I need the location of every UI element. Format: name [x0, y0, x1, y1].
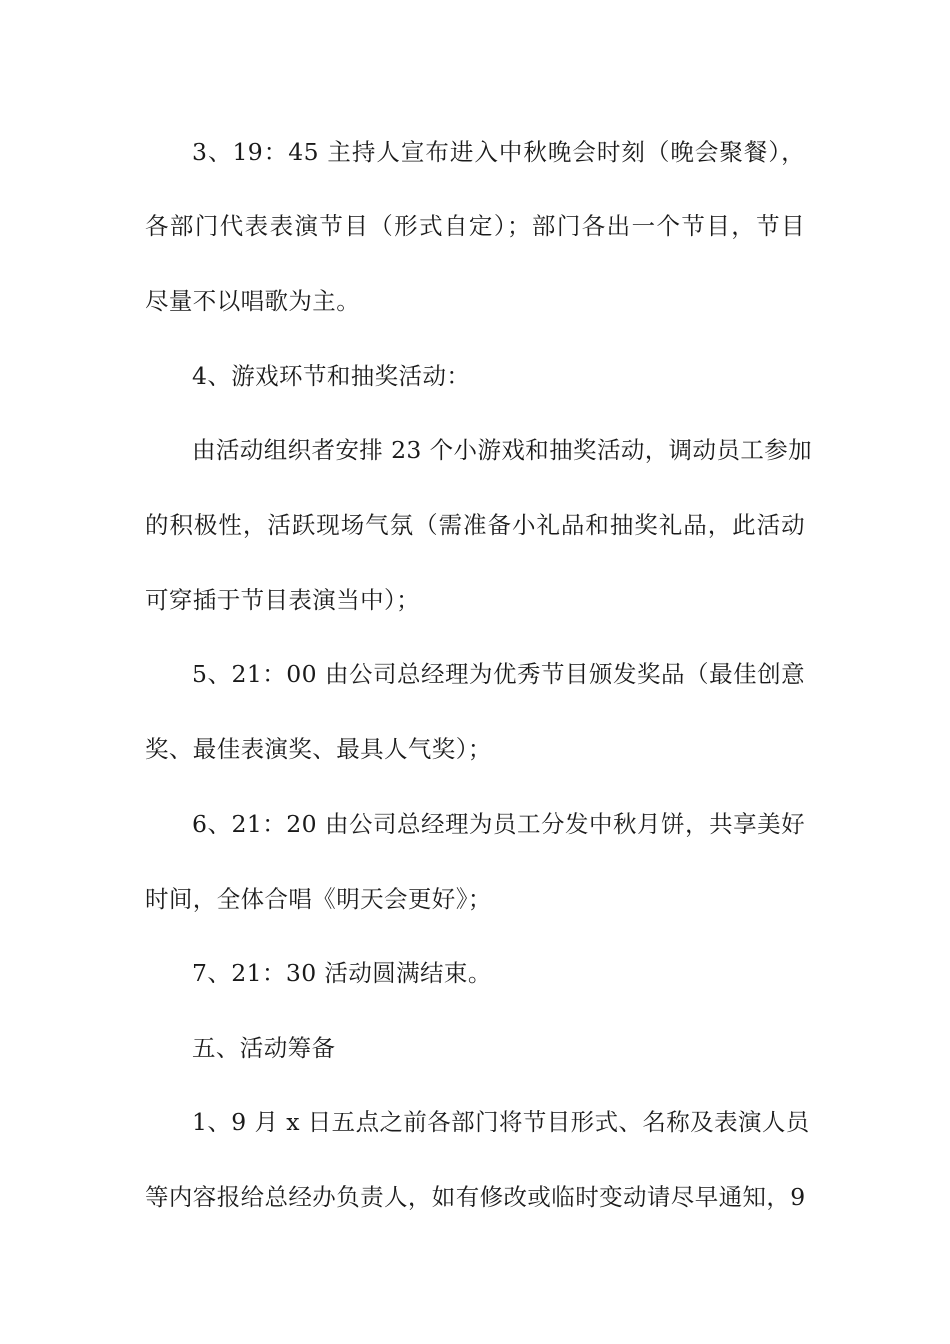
paragraph-line-2: 各部门代表表演节目（形式自定）；部门各出一个节目，节目 [145, 212, 805, 240]
paragraph-line-6: 的积极性，活跃现场气氛（需准备小礼品和抽奖礼品，此活动 [145, 511, 805, 539]
paragraph-line-9: 奖、最佳表演奖、最具人气奖）； [145, 735, 492, 763]
paragraph-line-14: 1、9 月 x 日五点之前各部门将节目形式、名称及表演人员 [192, 1108, 810, 1136]
paragraph-line-11: 时间，全体合唱《明天会更好》； [145, 885, 492, 913]
paragraph-line-5: 由活动组织者安排 23 个小游戏和抽奖活动，调动员工参加 [192, 436, 813, 464]
paragraph-line-12: 7、21：30 活动圆满结束。 [192, 959, 492, 987]
paragraph-line-15: 等内容报给总经办负责人，如有修改或临时变动请尽早通知，9 [145, 1183, 806, 1211]
paragraph-line-1: 3、19：45 主持人宣布进入中秋晚会时刻（晚会聚餐）， [192, 138, 805, 166]
paragraph-line-4: 4、游戏环节和抽奖活动： [192, 362, 471, 390]
paragraph-line-8: 5、21：00 由公司总经理为优秀节目颁发奖品（最佳创意 [192, 660, 805, 688]
paragraph-line-10: 6、21：20 由公司总经理为员工分发中秋月饼，共享美好 [192, 810, 805, 838]
paragraph-line-7: 可穿插于节目表演当中）； [145, 586, 421, 614]
section-heading: 五、活动筹备 [192, 1034, 336, 1062]
paragraph-line-3: 尽量不以唱歌为主。 [145, 287, 361, 315]
